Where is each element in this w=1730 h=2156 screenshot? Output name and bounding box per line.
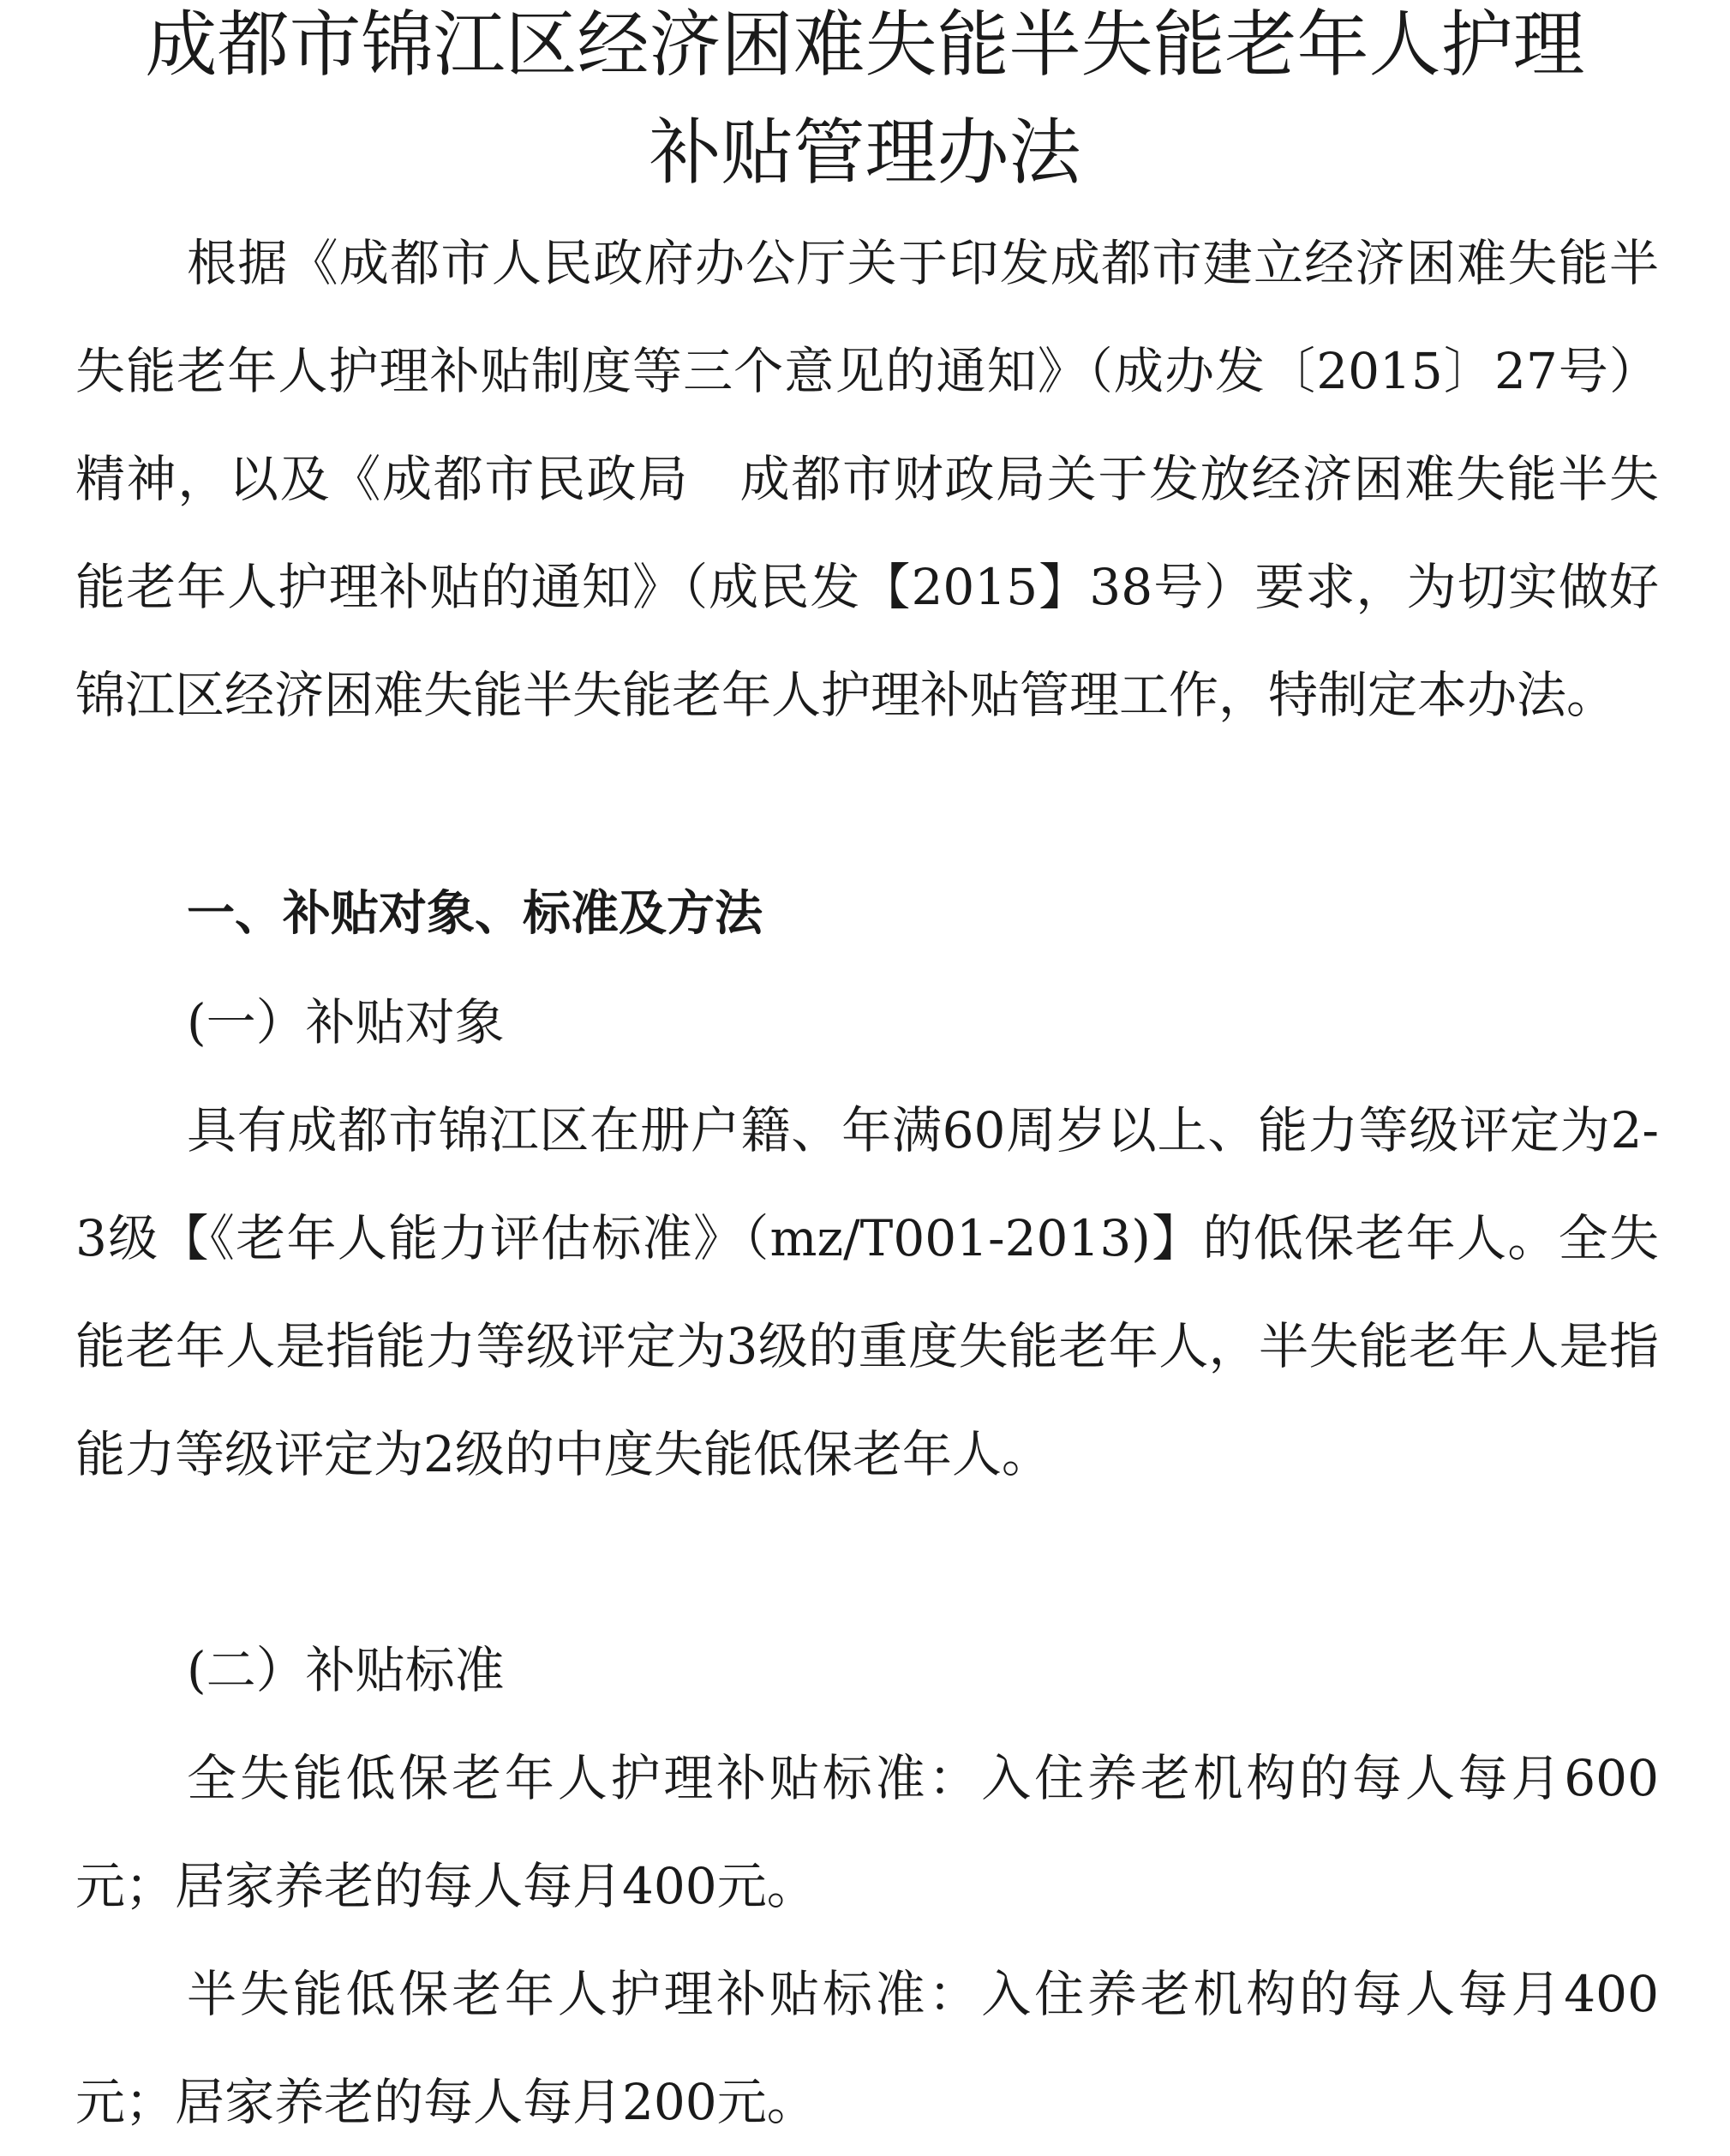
section-heading-1: 一、补贴对象、标准及方法 bbox=[187, 886, 763, 942]
subsection-heading-standards: (二）补贴标准 bbox=[187, 1641, 505, 1699]
document-title-line-2: 补贴管理办法 bbox=[649, 111, 1081, 195]
full-disability-standard-paragraph: 全失能低保老年人护理补贴标准：入住养老机构的每人每月600元；居家养老的每人每月400元。 bbox=[75, 1749, 1659, 1915]
intro-paragraph: 根据《成都市人民政府办公厅关于印发成都市建立经济困难失能半失能老年人护理补贴制度等三个意见的通知》（成办发〔2015〕27号）精神，以及《成都市民政局 成都市财政局关于发放经济困难失能半失能老年人护理补贴的通知》（成民发【2015】38号）要求，为切实做好锦江区经济困难失能半失能老年人护理补贴管理工作，特制定本办法。 bbox=[75, 234, 1659, 724]
document-title-line-1: 成都市锦江区经济困难失能半失能老年人护理 bbox=[145, 3, 1585, 87]
subsection-heading-recipients: (一）补贴对象 bbox=[187, 993, 505, 1051]
half-disability-standard-paragraph: 半失能低保老年人护理补贴标准：入住养老机构的每人每月400元；居家养老的每人每月200元。 bbox=[75, 1965, 1659, 2131]
recipients-paragraph: 具有成都市锦江区在册户籍、年满60周岁以上、能力等级评定为2-3级【《老年人能力评估标准》（mz/T001-2013)】的低保老年人。全失能老年人是指能力等级评定为3级的重度失能老年人，半失能老年人是指能力等级评定为2级的中度失能低保老年人。 bbox=[75, 1101, 1659, 1483]
